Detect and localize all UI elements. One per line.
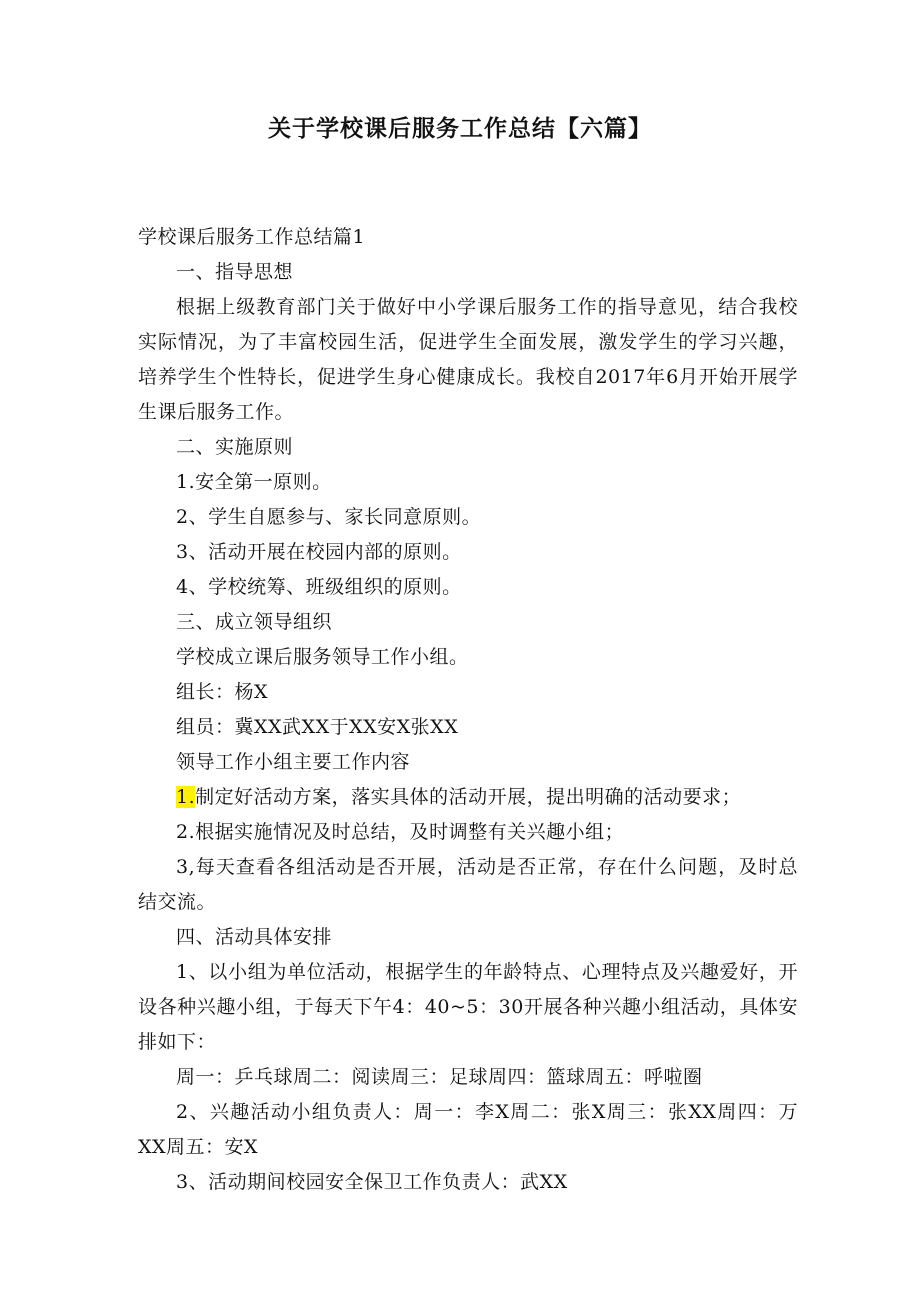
weekly-schedule: 周一：乒乓球周二：阅读周三：足球周四：篮球周五：呼啦圈 (176, 1066, 703, 1088)
activity-item-3: 3、活动期间校园安全保卫工作负责人：武XX (176, 1171, 568, 1193)
principle-item: 4、学校统筹、班级组织的原则。 (176, 576, 462, 598)
principle-item: 2、学生自愿参与、家长同意原则。 (176, 506, 482, 528)
highlighted-number: 1. (176, 786, 196, 808)
org-statement: 学校成立课后服务领导工作小组。 (176, 646, 469, 668)
duty-item-1 (138, 780, 798, 815)
duties-title: 领导工作小组主要工作内容 (176, 751, 411, 773)
heading-activities: 四、活动具体安排 (176, 926, 333, 948)
duty-item-1-text: 制定好活动方案，落实具体的活动开展，提出明确的活动要求； (195, 786, 742, 808)
paragraph-guiding-thought: 根据上级教育部门关于做好中小学课后服务工作的指导意见，结合我校实际情况，为了丰富校园生活，促进学生全面发展，激发学生的学习兴趣，培养学生个性特长，促进学生身心健康成长。我校自2017年6月开始开展学生课后服务工作。 (138, 296, 798, 423)
heading-guiding-thought: 一、指导思想 (176, 261, 294, 283)
heading-leadership: 三、成立领导组织 (176, 611, 333, 633)
leader-line: 组长：杨X (176, 681, 269, 703)
duty-item-2: 2.根据实施情况及时总结，及时调整有关兴趣小组； (176, 821, 625, 843)
principle-item: 3、活动开展在校园内部的原则。 (176, 541, 462, 563)
members-line: 组员：冀XX武XX于XX安X张XX (176, 716, 459, 738)
document-body (138, 220, 798, 1200)
section-subtitle: 学校课后服务工作总结篇1 (138, 226, 366, 248)
principle-item: 1.安全第一原则。 (176, 471, 332, 493)
activity-item-1: 1、以小组为单位活动，根据学生的年龄特点、心理特点及兴趣爱好，开设各种兴趣小组，于每天下午4：40~5：30开展各种兴趣小组活动，具体安排如下： (138, 961, 798, 1053)
document-title: 关于学校课后服务工作总结【六篇】 (268, 116, 652, 142)
duty-item-3: 3,每天查看各组活动是否开展，活动是否正常，存在什么问题，及时总结交流。 (138, 856, 798, 913)
activity-item-2: 2、兴趣活动小组负责人：周一：李X周二：张X周三：张XX周四：万XX周五：安X (138, 1101, 798, 1158)
heading-principles: 二、实施原则 (176, 436, 294, 458)
